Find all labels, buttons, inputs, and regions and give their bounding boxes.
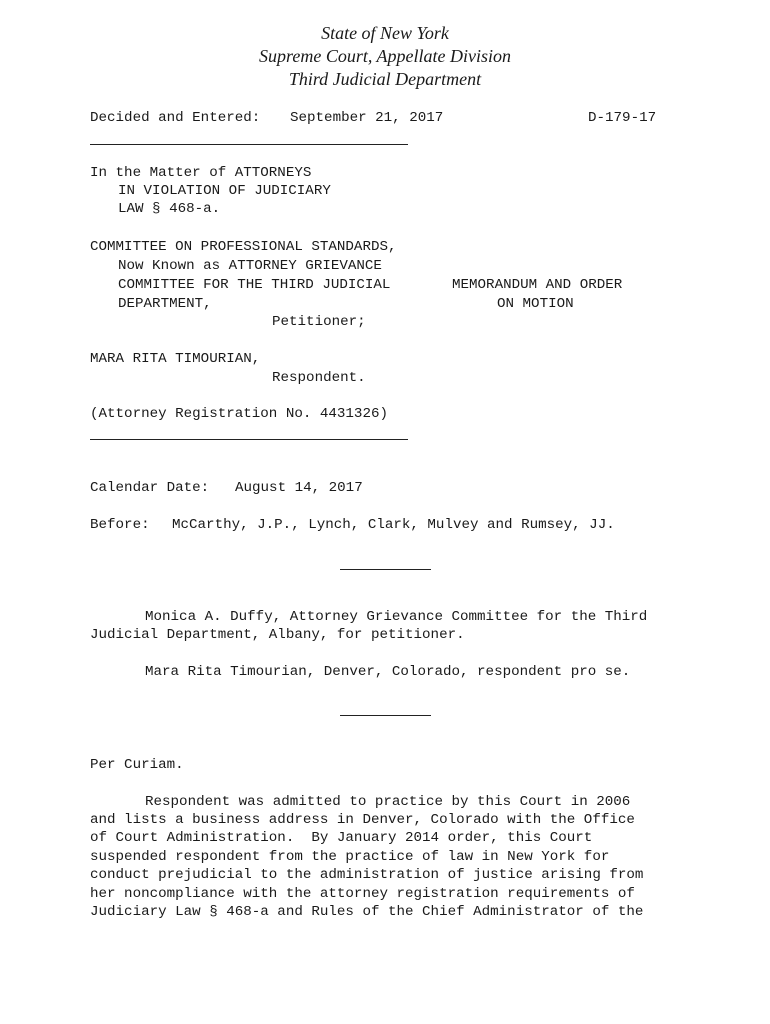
opinion-line-7: Judiciary Law § 468-a and Rules of the Chief Administrator of the <box>90 904 644 920</box>
petitioner-line-3: COMMITTEE FOR THE THIRD JUDICIAL <box>118 277 391 293</box>
matter-line-1: In the Matter of ATTORNEYS <box>90 165 312 181</box>
opinion-author: Per Curiam. <box>90 757 184 773</box>
calendar-date: August 14, 2017 <box>235 480 363 496</box>
state-title: State of New York <box>321 23 449 43</box>
opinion-line-6: her noncompliance with the attorney registration requirements of <box>90 886 635 902</box>
petitioner-line-4: DEPARTMENT, <box>118 296 212 312</box>
respondent-role: Respondent. <box>272 370 366 386</box>
opinion-line-5: conduct prejudicial to the administration of justice arising from <box>90 867 644 883</box>
calendar-label: Calendar Date: <box>90 480 210 496</box>
court-title: Supreme Court, Appellate Division <box>259 46 511 66</box>
decided-date: September 21, 2017 <box>290 110 444 126</box>
court-header <box>0 22 770 91</box>
opinion-line-1: Respondent was admitted to practice by this Court in 2006 <box>145 794 631 810</box>
before-judges: McCarthy, J.P., Lynch, Clark, Mulvey and Rumsey, JJ. <box>172 517 615 533</box>
section-divider-1 <box>340 569 431 570</box>
section-divider-2 <box>340 715 431 716</box>
decided-label: Decided and Entered: <box>90 110 261 126</box>
petitioner-line-1: COMMITTEE ON PROFESSIONAL STANDARDS, <box>90 239 397 255</box>
appearance-petitioner-line-2: Judicial Department, Albany, for petitioner. <box>90 627 465 643</box>
order-title-line-2: ON MOTION <box>497 296 574 312</box>
order-title-line-1: MEMORANDUM AND ORDER <box>452 277 623 293</box>
before-label: Before: <box>90 517 150 533</box>
respondent-name: MARA RITA TIMOURIAN, <box>90 351 261 367</box>
petitioner-line-2: Now Known as ATTORNEY GRIEVANCE <box>118 258 382 274</box>
caption-top-rule <box>90 144 408 145</box>
petitioner-role: Petitioner; <box>272 314 366 330</box>
opinion-line-2: and lists a business address in Denver, Colorado with the Office <box>90 812 635 828</box>
department-title: Third Judicial Department <box>288 69 482 89</box>
appearance-petitioner-line-1: Monica A. Duffy, Attorney Grievance Committee for the Third <box>145 609 648 625</box>
docket-number: D-179-17 <box>588 110 657 126</box>
matter-line-3: LAW § 468-a. <box>118 201 221 217</box>
opinion-line-4: suspended respondent from the practice of law in New York for <box>90 849 610 865</box>
opinion-line-3: of Court Administration. By January 2014 order, this Court <box>90 830 593 846</box>
caption-bottom-rule <box>90 439 408 440</box>
appearance-respondent: Mara Rita Timourian, Denver, Colorado, respondent pro se. <box>145 664 631 680</box>
matter-line-2: IN VIOLATION OF JUDICIARY <box>118 183 331 199</box>
attorney-registration: (Attorney Registration No. 4431326) <box>90 406 388 422</box>
